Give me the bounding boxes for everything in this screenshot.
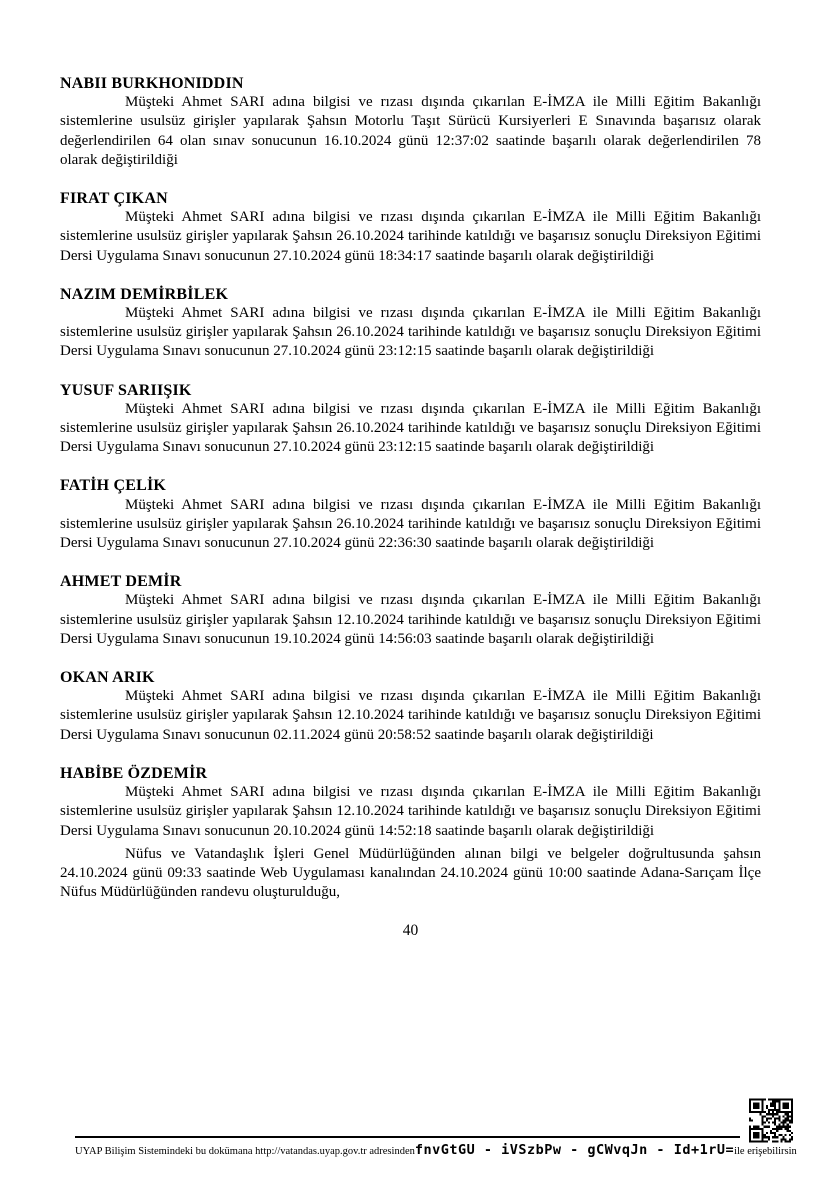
paragraph: Müşteki Ahmet SARI adına bilgisi ve rızası dışında çıkarılan E-İMZA ile Milli Eğitim Bakanlığı sistemlerine usulsüz girişler yapılarak Şahsın 12.10.2024 tarihinde katıldığı ve başarısız sonuçlu Direksiyon Eğitimi Dersi Uygulama Sınavı sonucunun 02.11.2024 günü 20:58:52 saatinde başarılı olarak değiştirildiği — [60, 688, 761, 743]
case-section — [60, 285, 761, 362]
section-paragraphs — [60, 208, 761, 266]
section-heading: NABII BURKHONIDDIN — [60, 75, 244, 92]
footer-suffix-text: ile erişebilirsin — [734, 1146, 797, 1157]
paragraph: Müşteki Ahmet SARI adına bilgisi ve rızası dışında çıkarılan E-İMZA ile Milli Eğitim Bakanlığı sistemlerine usulsüz girişler yapılarak Şahsın 26.10.2024 tarihinde katıldığı ve başarısız sonuçlu Direksiyon Eğitimi Dersi Uygulama Sınavı sonucunun 27.10.2024 günü 23:12:15 saatinde başarılı olarak değiştirildiği — [60, 400, 761, 456]
case-section — [60, 668, 761, 745]
footer — [75, 1136, 797, 1158]
paragraph: Müşteki Ahmet SARI adına bilgisi ve rızası dışında çıkarılan E-İMZA ile Milli Eğitim Bakanlığı sistemlerine usulsüz girişler yapılarak Şahsın 26.10.2024 tarihinde katıldığı ve başarısız sonuçlu Direksiyon Eğitimi Dersi Uygulama Sınavı sonucunun 27.10.2024 günü 18:34:17 saatinde başarılı olarak değiştirildiği — [60, 209, 761, 264]
section-paragraphs — [60, 304, 761, 362]
section-paragraphs — [60, 687, 761, 745]
paragraph: Müşteki Ahmet SARI adına bilgisi ve rızası dışında çıkarılan E-İMZA ile Milli Eğitim Bakanlığı sistemlerine usulsüz girişler yapılarak Şahsın 12.10.2024 tarihinde katıldığı ve başarısız sonuçlu Direksiyon Eğitimi Dersi Uygulama Sınavı sonucunun 19.10.2024 günü 14:56:03 saatinde başarılı olarak değiştirildiği — [60, 592, 761, 647]
case-section — [60, 476, 761, 553]
section-heading: AHMET DEMİR — [60, 573, 182, 591]
section-paragraphs — [60, 400, 761, 458]
page-number: 40 — [402, 922, 419, 940]
case-section — [60, 74, 761, 170]
section-paragraphs — [60, 591, 761, 649]
section-paragraphs — [60, 496, 761, 554]
qr-code-icon — [749, 1098, 793, 1143]
footer-verification-line — [75, 1142, 797, 1158]
section-paragraphs — [60, 783, 761, 902]
section-paragraphs — [60, 93, 761, 170]
paragraph: Nüfus ve Vatandaşlık İşleri Genel Müdürlüğünden alınan bilgi ve belgeler doğrultusunda şahsın 24.10.2024 günü 09:33 saatinde Web Uygulaması kanalından 24.10.2024 günü 10:00 saatinde Adana-Sarıçam İlçe Nüfus Müdürlüğünden randevu oluşturulduğu, — [60, 845, 761, 901]
section-heading: YUSUF SARIIŞIK — [60, 381, 192, 399]
case-section — [60, 381, 761, 458]
sections-container — [60, 74, 761, 902]
case-section — [60, 764, 761, 902]
footer-prefix-text: UYAP Bilişim Sistemindeki bu dokümana http://vatandas.uyap.gov.tr adresinden — [75, 1146, 415, 1157]
section-heading: NAZIM DEMİRBİLEK — [60, 285, 229, 303]
paragraph: Müşteki Ahmet SARI adına bilgisi ve rızası dışında çıkarılan E-İMZA ile Milli Eğitim Bakanlığı sistemlerine usulsüz girişler yapılarak Şahsın 12.10.2024 tarihinde katıldığı ve başarısız sonuçlu Direksiyon Eğitimi Dersi Uygulama Sınavı sonucunun 20.10.2024 günü 14:52:18 saatinde başarılı olarak değiştirildiği — [60, 784, 761, 839]
section-heading: HABİBE ÖZDEMİR — [60, 764, 208, 782]
case-section — [60, 189, 761, 266]
paragraph: Müşteki Ahmet SARI adına bilgisi ve rızası dışında çıkarılan E-İMZA ile Milli Eğitim Bakanlığı sistemlerine usulsüz girişler yapılarak Şahsın 26.10.2024 tarihinde katıldığı ve başarısız sonuçlu Direksiyon Eğitimi Dersi Uygulama Sınavı sonucunun 27.10.2024 günü 23:12:15 saatinde başarılı olarak değiştirildiği — [60, 305, 761, 360]
case-section — [60, 572, 761, 649]
section-heading: FIRAT ÇIKAN — [60, 190, 168, 208]
footer-verification-code: fnvGtGU - iVSzbPw - gCWvqJn - Id+1rU= — [414, 1142, 735, 1158]
section-heading: OKAN ARIK — [60, 669, 155, 687]
paragraph: Müşteki Ahmet SARI adına bilgisi ve rızası dışında çıkarılan E-İMZA ile Milli Eğitim Bakanlığı sistemlerine usulsüz girişler yapılarak Şahsın 26.10.2024 tarihinde katıldığı ve başarısız sonuçlu Direksiyon Eğitimi Dersi Uygulama Sınavı sonucunun 27.10.2024 günü 22:36:30 saatinde başarılı olarak değiştirildiği — [60, 496, 761, 552]
paragraph: Müşteki Ahmet SARI adına bilgisi ve rızası dışında çıkarılan E-İMZA ile Milli Eğitim Bakanlığı sistemlerine usulsüz girişler yapılarak Şahsın Motorlu Taşıt Sürücü Kursiyerleri E Sınavında başarısız olarak değerlendirilen 64 olan sınav sonucunun 16.10.2024 günü 12:37:02 saatinde başarılı olarak değerlendirilen 78 olarak değiştirildiği — [60, 94, 761, 168]
section-heading: FATİH ÇELİK — [60, 477, 167, 495]
